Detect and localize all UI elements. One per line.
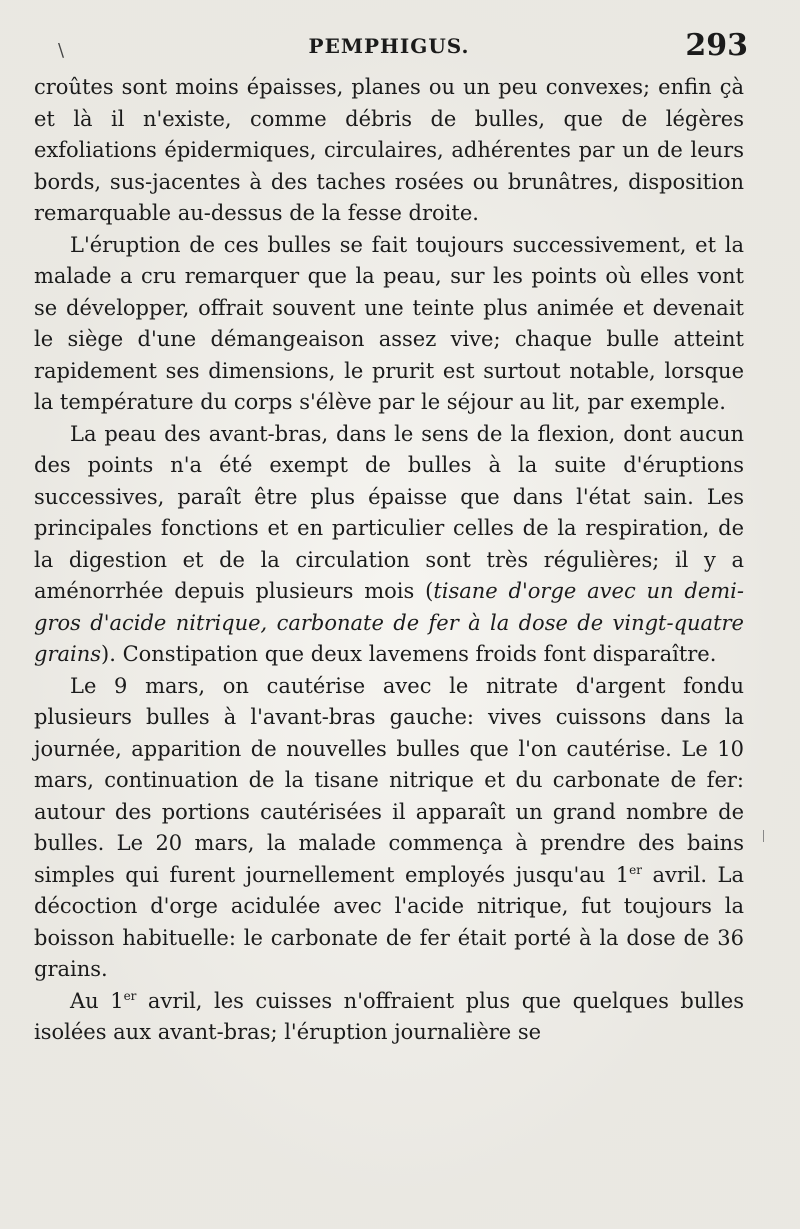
superscript: er xyxy=(123,988,137,1003)
text-segment: Au 1 xyxy=(70,988,124,1013)
text-segment: avril, les cuisses n'offraient plus que quelques bulles isolées aux avant-bras; l'éruption journalière se xyxy=(34,988,745,1044)
page-number: 293 xyxy=(685,28,748,63)
margin-mark: \ xyxy=(58,40,65,61)
superscript: er xyxy=(629,862,642,877)
paragraph-p5 xyxy=(34,986,744,1049)
paragraph-p1 xyxy=(34,72,744,230)
text-segment: L'éruption de ces bulles se fait toujours successivement, et la malade a cru remarquer que la peau, sur les points où elles vont se développer, offrait souvent une teinte plus animée et devenait le siège d'une démangeaison assez vive; chaque bulle atteint rapidement ses dimensions, le prurit est surtout notable, lorsque la température du corps s'élève par le séjour au lit, par exemple. xyxy=(34,232,744,414)
body-text xyxy=(34,72,744,1049)
text-segment: ). Constipation que deux lavemens froids font disparaître. xyxy=(101,642,717,666)
margin-stain xyxy=(763,830,770,842)
running-head: PEMPHIGUS. xyxy=(308,34,470,58)
paragraph-p4 xyxy=(34,671,744,986)
italic-text: tisane d'orge avec un demi-gros d'acide nitrique, carbonate de fer à la dose de vingt-quatre grains xyxy=(34,579,744,666)
page-header xyxy=(38,28,748,68)
text-segment: Le 9 mars, on cautérise avec le nitrate d'argent fondu plusieurs bulles à l'avant-bras gauche: vives cuissons dans la journée, apparition de nouvelles bulles que l'on cautérise. Le 10 mars, continuation de la tisane nitrique et du carbonate de fer: autour des portions cautérisées il apparaît un grand nombre de bulles. Le 20 mars, la malade commença à prendre des bains simples qui furent journellement employés jusqu'au 1 xyxy=(34,673,744,887)
text-segment: croûtes sont moins épaisses, planes ou un peu convexes; enfin çà et là il n'existe, comme débris de bulles, que de légères exfoliations épidermiques, circulaires, adhérentes par un de leurs bords, sus-jacentes à des taches rosées ou brunâtres, disposition remarquable au-dessus de la fesse droite. xyxy=(34,75,744,225)
text-segment: La peau des avant-bras, dans le sens de la flexion, dont aucun des points n'a été exempt de bulles à la suite d'éruptions successives, paraît être plus épaisse que dans l'état sain. Les principales fonctions et en particulier celles de la respiration, de la digestion et de la circulation sont très régulières; il y a aménorrhée depuis plusieurs mois ( xyxy=(34,421,744,603)
paragraph-p2 xyxy=(34,230,744,419)
paragraph-p3 xyxy=(34,419,744,671)
text-segment: avril. La décoction d'orge acidulée avec l'acide nitrique, fut toujours la boisson habituelle: le carbonate de fer était porté à la dose de 36 grains. xyxy=(34,862,744,981)
